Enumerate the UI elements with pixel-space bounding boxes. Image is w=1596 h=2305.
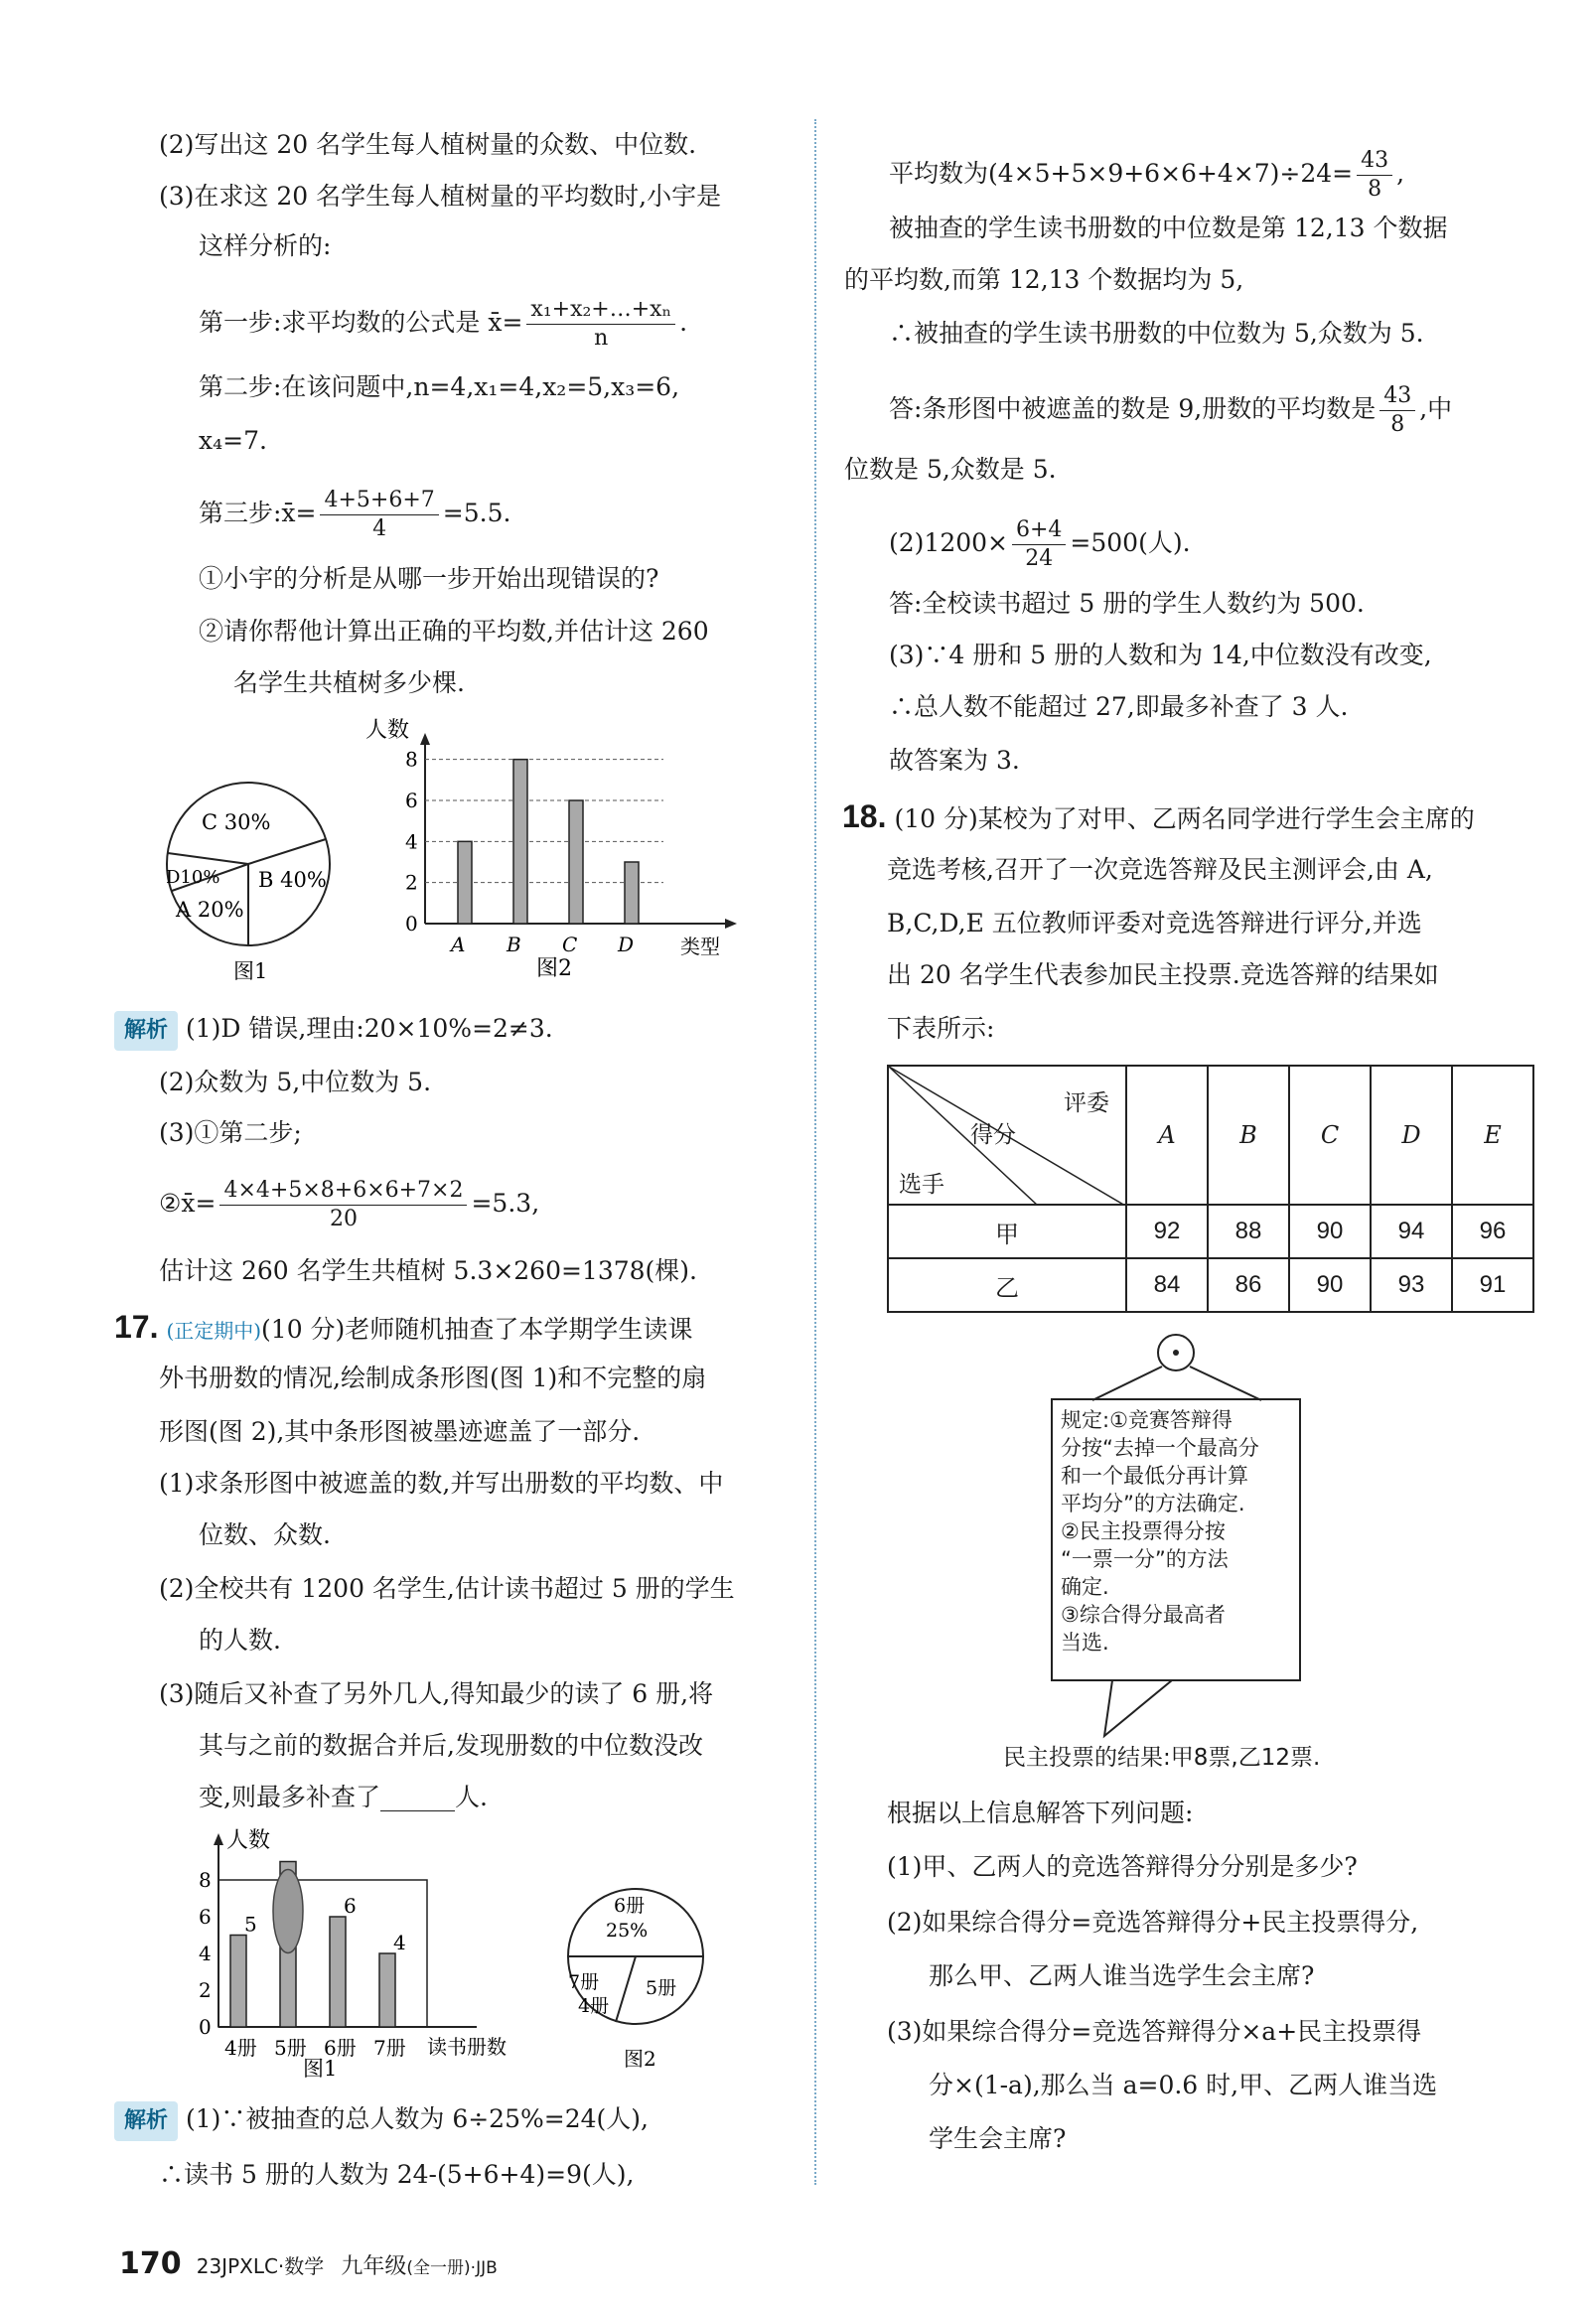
q18-after: 分×(1-a),那么当 a=0.6 时,甲、乙两人谁当选 (929, 2071, 1438, 2099)
r-line: 答:全校读书超过 5 册的学生人数约为 500. (889, 589, 1365, 618)
bar (569, 800, 583, 924)
q16-line: (2)写出这 20 名学生每人植树量的众数、中位数. (159, 130, 697, 159)
callout-tail (1102, 1680, 1182, 1740)
q17-line: (2)全校共有 1200 名学生,估计读书超过 5 册的学生 (159, 1574, 735, 1603)
score-cell: 92 (1126, 1205, 1208, 1258)
score-cell: 90 (1289, 1205, 1371, 1258)
jiexi16-formula-result: =5.3, (471, 1189, 540, 1218)
r-line: (3)∵4 册和 5 册的人数和为 14,中位数没有改变, (889, 641, 1432, 669)
jiexi-tag: 解析 (114, 1011, 178, 1051)
x-tick-label: 6册 (324, 2036, 357, 2060)
ink-blot (273, 1869, 303, 1952)
pie-label-c: C 30% (202, 810, 271, 834)
q18-after: 那么甲、乙两人谁当选学生会主席? (929, 1961, 1315, 1990)
q18-first-line (842, 798, 1475, 837)
q16-step1: 第一步:求平均数的公式是 x̄= $\frac{\text{x₁+x₂+…+xₙ}}{n}$ . (199, 297, 688, 351)
pie17-7: 7册 (568, 1971, 600, 1993)
q17-first-line (114, 1309, 692, 1349)
q17-line: 其与之前的数据合并后,发现册数的中位数没改 (199, 1731, 703, 1760)
row-name: 乙 (888, 1258, 1126, 1312)
pie17-5: 5册 (646, 1977, 677, 1999)
pie17-6: 6册 (614, 1895, 646, 1917)
y-tick-label: 0 (199, 2015, 212, 2039)
bar (625, 862, 639, 924)
q17-line: 变,则最多补查了______人. (199, 1783, 488, 1811)
r-ans-line (889, 382, 1452, 439)
x-tick-label: C (562, 933, 578, 956)
q18-line: (10 分)某校为了对甲、乙两名同学进行学生会主席的 (894, 804, 1475, 833)
jiexi-tag: 解析 (114, 2101, 178, 2141)
r-avg-line (889, 147, 1404, 204)
q18-line: 出 20 名学生代表参加民主投票.竞选答辩的结果如 (887, 960, 1439, 989)
q16-step3 (199, 487, 510, 543)
col-header: B (1208, 1066, 1289, 1205)
pie-chart-16 (154, 780, 343, 988)
jiexi16-line: (1)D 错误,理由:20×10%=2≠3. (185, 1014, 553, 1043)
score-cell: 90 (1289, 1258, 1371, 1312)
q17-line: (3)随后又补查了另外几人,得知最少的读了 6 册,将 (159, 1679, 714, 1708)
bar-value-label: 5 (244, 1912, 257, 1937)
score-cell: 93 (1371, 1258, 1452, 1312)
bar17-xlabel: 读书册数 (427, 2035, 507, 2059)
q16-line: ①小宇的分析是从哪一步开始出现错误的? (199, 564, 659, 593)
q18-after: 根据以上信息解答下列问题: (887, 1799, 1194, 1827)
page-number: 170 (119, 2246, 182, 2281)
header-player: 选手 (899, 1172, 944, 1198)
r-avg-tail: , (1396, 159, 1405, 188)
score-cell: 94 (1371, 1205, 1452, 1258)
bar (513, 760, 527, 924)
score-cell: 86 (1208, 1258, 1289, 1312)
col-header: E (1452, 1066, 1533, 1205)
step3-result: =5.5. (442, 499, 511, 527)
r-line: ∴被抽查的学生读书册数的中位数为 5,众数为 5. (889, 319, 1424, 348)
row-name: 甲 (888, 1205, 1126, 1258)
jiexi16-formula (159, 1177, 539, 1233)
footer-volume: (全一册)·JJB (406, 2258, 498, 2278)
jiexi16-formula-label: ②x̄= (159, 1189, 217, 1218)
q17-source: (正定期中) (166, 1319, 262, 1343)
q17-line: (10 分)老师随机抽查了本学期学生读课 (261, 1315, 693, 1344)
q16-line: x₄=7. (199, 426, 267, 455)
y-tick-label: 6 (199, 1905, 212, 1929)
header-score: 得分 (970, 1122, 1016, 1148)
x-tick-label: 4册 (224, 2036, 257, 2060)
bar-chart-17 (189, 1825, 556, 2086)
r-q2-fraction: $\frac{6+4}{24}$ (1012, 516, 1066, 573)
jiexi16-fraction: $\frac{4\times 4+5\times 8+6\times 6+7\times 2}{20}$ (219, 1177, 467, 1233)
jiexi16-line: 估计这 260 名学生共植树 5.3×260=1378(棵). (159, 1256, 698, 1285)
footer (119, 2246, 498, 2281)
r-q2-tail: =500(人). (1070, 528, 1191, 557)
footer-grade: 九年级 (341, 2254, 407, 2279)
jiexi17-row1 (114, 2101, 649, 2141)
bar16-ylabel: 人数 (365, 718, 410, 743)
q18-number: 18. (842, 798, 887, 834)
q17-number: 17. (114, 1309, 159, 1345)
q17-line: (1)求条形图中被遮盖的数,并写出册数的平均数、中 (159, 1469, 724, 1498)
step3-text: 第三步:x̄= (199, 499, 317, 527)
bar16-xlabel: 类型 (680, 935, 720, 958)
r-line: 故答案为 3. (889, 746, 1020, 775)
callout-pin (1092, 1331, 1261, 1402)
x-tick-label: 7册 (373, 2036, 406, 2060)
y-tick-label: 6 (405, 789, 418, 812)
formula-step3: $\frac{4+5+6+7}{4}$ (320, 487, 438, 543)
q17-line: 位数、众数. (199, 1520, 331, 1549)
q16-line: 第二步:在该问题中,n=4,x₁=4,x₂=5,x₃=6, (199, 372, 680, 401)
r-q2-line (889, 516, 1191, 573)
jiexi16-line: (2)众数为 5,中位数为 5. (159, 1068, 432, 1096)
y-tick-label: 0 (405, 912, 418, 936)
x-tick-label: B (507, 933, 521, 956)
vote-result: 民主投票的结果:甲8票,乙12票. (1003, 1745, 1321, 1771)
score-cell: 96 (1452, 1205, 1533, 1258)
table-row (888, 1258, 1533, 1312)
x-tick-label: D (618, 933, 635, 956)
q16-line: 这样分析的: (199, 231, 332, 260)
bar-chart-16 (358, 715, 755, 993)
r-q2-text: (2)1200× (889, 528, 1008, 557)
r-line: 位数是 5,众数是 5. (844, 455, 1057, 484)
q18-after: 学生会主席? (929, 2124, 1067, 2153)
bar (379, 1953, 395, 2027)
r-line: 被抽查的学生读书册数的中位数是第 12,13 个数据 (889, 214, 1448, 242)
q18-line: B,C,D,E 五位教师评委对竞选答辩进行评分,并选 (887, 909, 1422, 937)
bar (230, 1936, 246, 2028)
r-line: ∴总人数不能超过 27,即最多补查了 3 人. (889, 692, 1349, 721)
jiexi17-line: ∴读书 5 册的人数为 24-(5+6+4)=9(人), (159, 2160, 635, 2189)
q18-after: (3)如果综合得分=竞选答辩得分×a+民主投票得 (887, 2017, 1422, 2046)
bar-value-label: 6 (344, 1894, 357, 1918)
pie-caption: 图1 (233, 959, 268, 983)
col-header: A (1126, 1066, 1208, 1205)
y-tick-label: 8 (405, 747, 418, 772)
q16-line: ②请你帮他计算出正确的平均数,并估计这 260 (199, 617, 709, 646)
bar-value-label: 4 (393, 1931, 406, 1954)
r-ans-text: 答:条形图中被遮盖的数是 9,册数的平均数是 (889, 394, 1377, 423)
r-line: 的平均数,而第 12,13 个数据均为 5, (844, 265, 1244, 294)
q18-line: 下表所示: (887, 1014, 995, 1043)
pie-label-b: B 40% (258, 868, 327, 892)
pie17-caption: 图2 (624, 2047, 656, 2071)
rule-board: 规定:①竞赛答辩得 分按“去掉一个最高分 和一个最低分再计算 平均分”的方法确定. ②民主投票得分按 “一票一分”的方法 确定. ③综合得分最高者 当选. (1051, 1398, 1301, 1681)
q17-line: 形图(图 2),其中条形图被墨迹遮盖了一部分. (159, 1417, 641, 1446)
x-tick-label: A (451, 933, 466, 956)
footer-code: 23JPXLC·数学 (196, 2254, 325, 2278)
q18-after: (2)如果综合得分=竞选答辩得分+民主投票得分, (887, 1908, 1419, 1937)
pie-label-d: D10% (166, 867, 220, 888)
r-avg-text: 平均数为(4×5+5×9+6×6+4×7)÷24= (889, 159, 1354, 188)
pie-label-a: A 20% (176, 898, 244, 922)
table-header-diagonal (888, 1066, 1126, 1205)
jiexi16-row1 (114, 1011, 553, 1051)
jiexi17-line: (1)∵被抽查的总人数为 6÷25%=24(人), (185, 2104, 649, 2133)
step1-text: 第一步:求平均数的公式是 x̄= (199, 308, 523, 337)
y-tick-label: 4 (405, 829, 418, 854)
score-cell: 88 (1208, 1205, 1289, 1258)
header-judge: 评委 (1064, 1090, 1109, 1116)
r-avg-fraction: $\frac{43}{8}$ (1357, 147, 1392, 204)
q16-line: (3)在求这 20 名学生每人植树量的平均数时,小宇是 (159, 182, 722, 211)
q18-after: (1)甲、乙两人的竞选答辩得分分别是多少? (887, 1852, 1358, 1881)
table-row (888, 1205, 1533, 1258)
q17-line: 的人数. (199, 1626, 281, 1655)
y-tick-label: 8 (199, 1868, 212, 1892)
col-header: C (1289, 1066, 1371, 1205)
y-tick-label: 2 (199, 1978, 212, 2002)
score-cell: 84 (1126, 1258, 1208, 1312)
score-cell: 91 (1452, 1258, 1533, 1312)
y-tick-label: 2 (405, 870, 418, 895)
x-tick-label: 5册 (274, 2036, 307, 2060)
q17-line: 外书册数的情况,绘制成条形图(图 1)和不完整的扇 (159, 1364, 707, 1392)
y-tick-label: 4 (199, 1942, 212, 1965)
bar (458, 841, 472, 924)
r-ans-fraction: $\frac{43}{8}$ (1379, 382, 1415, 439)
formula-mean: $\frac{\text{x₁+x₂+…+xₙ}}{n}$ (526, 296, 675, 353)
pie17-6-pct: 25% (606, 1920, 649, 1942)
jiexi16-line: (3)①第二步; (159, 1118, 302, 1147)
r-ans-tail: ,中 (1419, 394, 1453, 423)
bar17-ylabel: 人数 (226, 1828, 271, 1853)
pie-chart-17 (556, 1877, 715, 2076)
bar (330, 1917, 346, 2027)
q18-line: 竞选考核,召开了一次竞选答辩及民主测评会,由 A, (887, 855, 1433, 884)
col-header: D (1371, 1066, 1452, 1205)
score-table (887, 1065, 1534, 1313)
bar17-caption: 图1 (303, 2057, 338, 2081)
column-divider (814, 119, 816, 2185)
pie17-4: 4册 (578, 1995, 610, 2017)
q16-line: 名学生共植树多少棵. (233, 668, 465, 697)
bar16-caption: 图2 (536, 956, 572, 981)
